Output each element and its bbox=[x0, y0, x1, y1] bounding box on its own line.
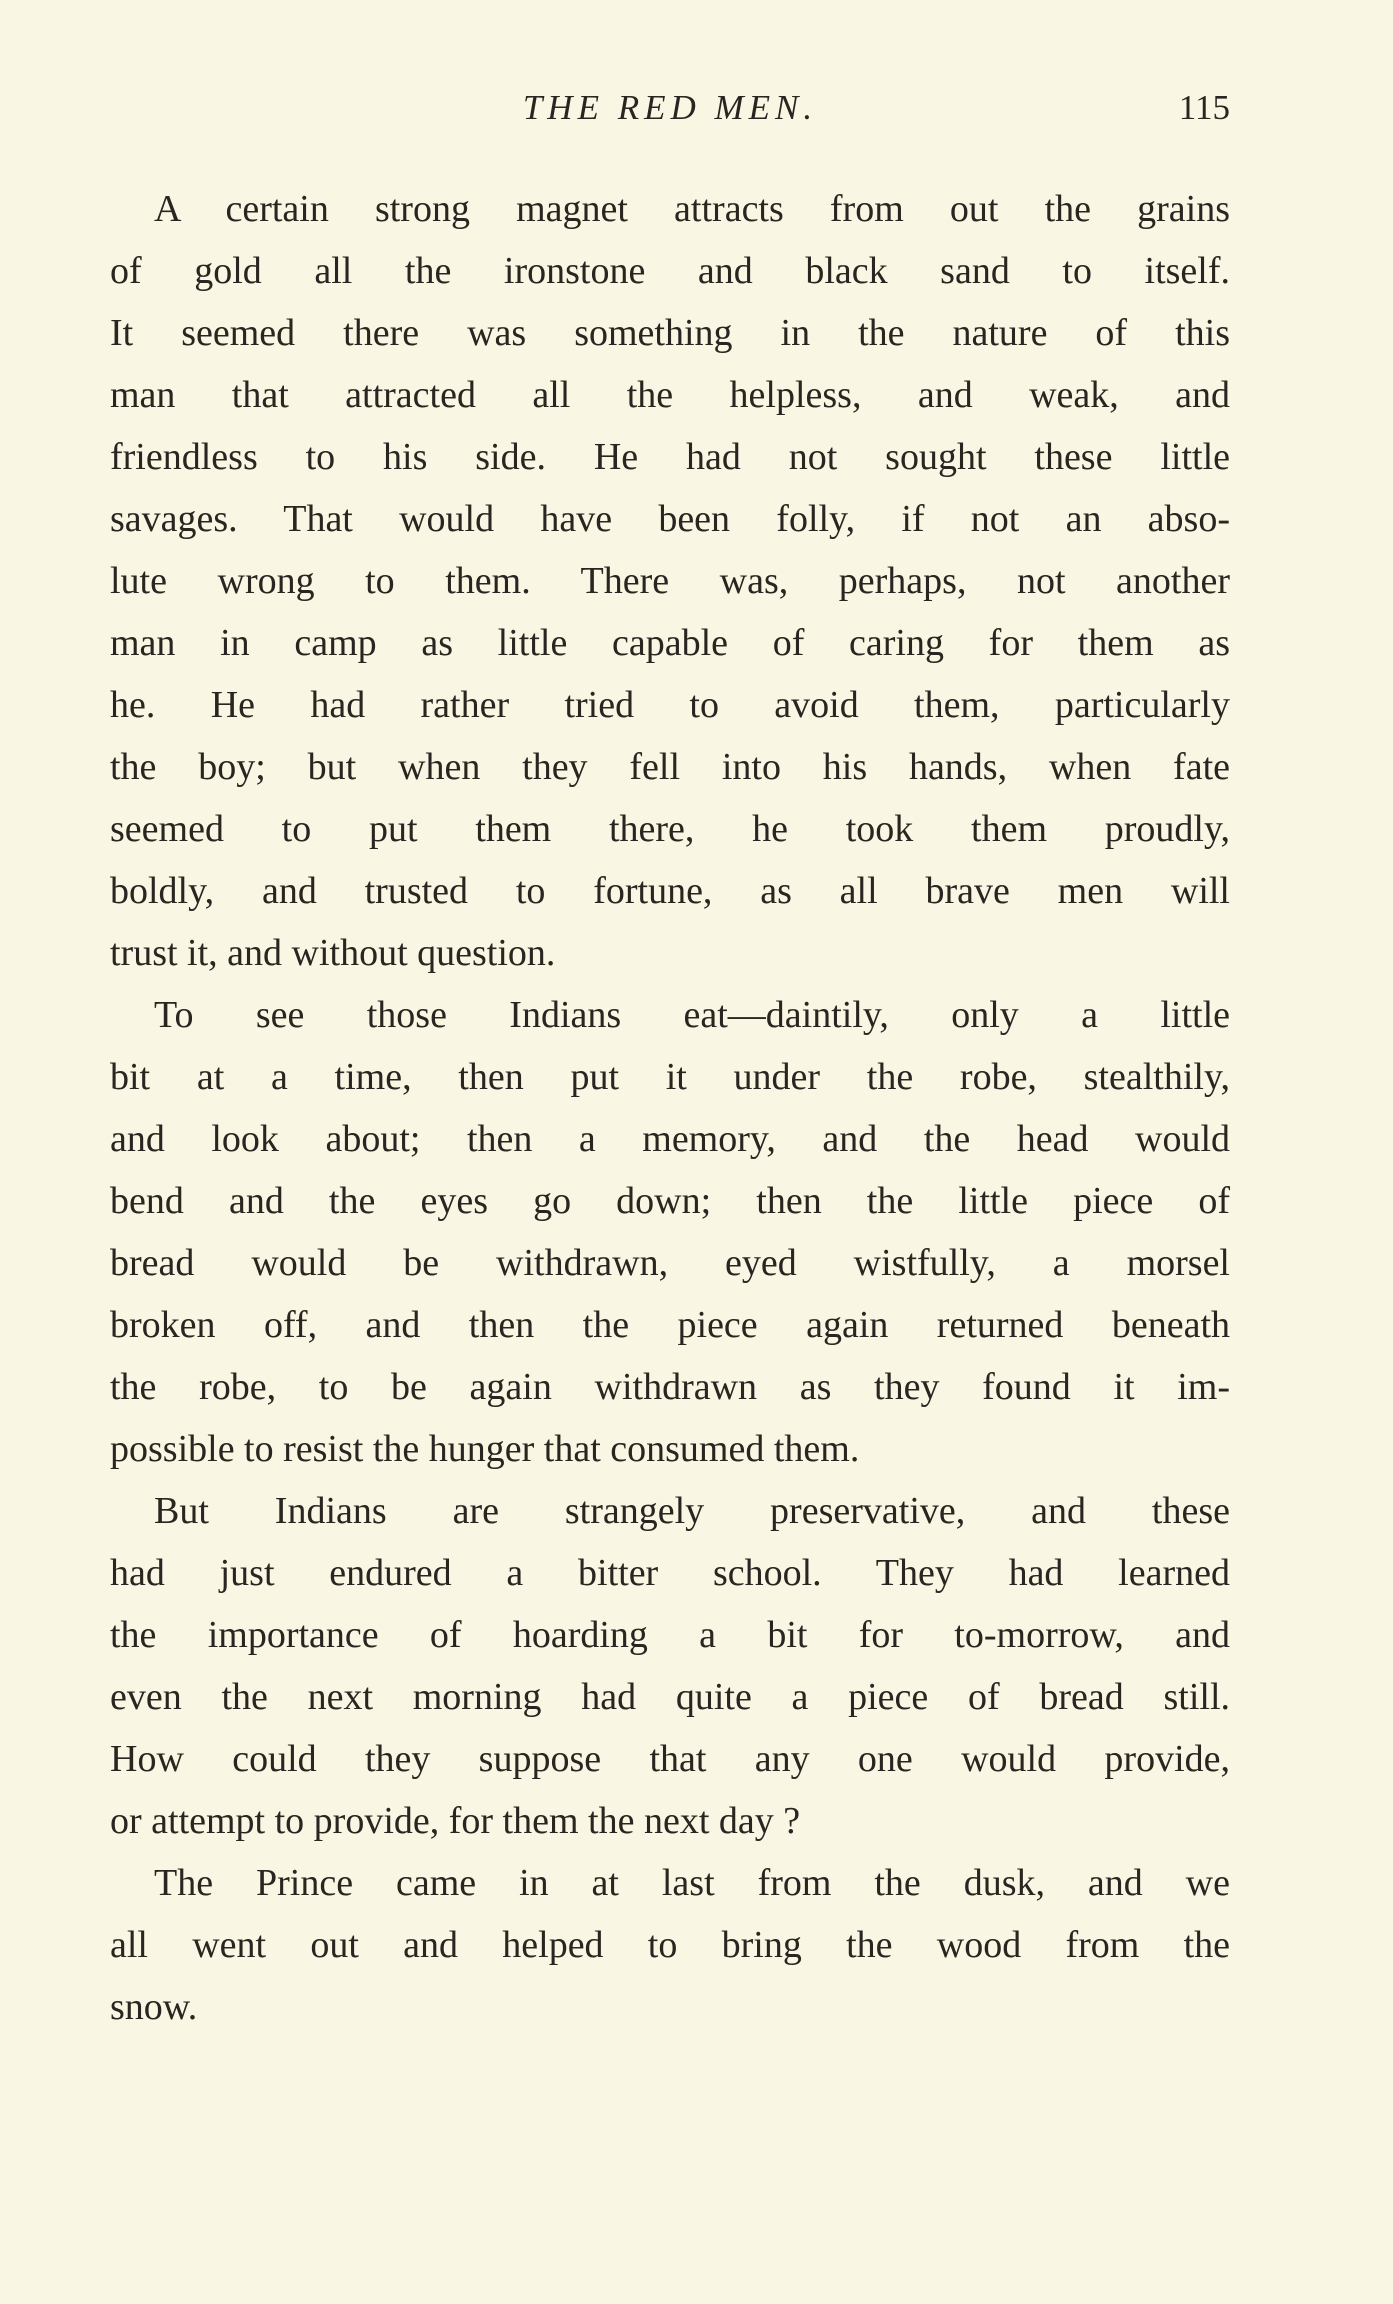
text-line: friendless to his side. He had not sought these little bbox=[110, 436, 1230, 478]
running-title: THE RED MEN. bbox=[522, 88, 818, 127]
text-line: savages. That would have been folly, if not an abso- bbox=[110, 498, 1230, 540]
text-line: The Prince came in at last from the dusk, and we bbox=[154, 1862, 1230, 1904]
text-line: possible to resist the hunger that consumed them. bbox=[110, 1428, 860, 1470]
text-line: bread would be withdrawn, eyed wistfully, a morsel bbox=[110, 1242, 1230, 1284]
text-line: lute wrong to them. There was, perhaps, not another bbox=[110, 560, 1230, 602]
text-line: even the next morning had quite a piece of bread still. bbox=[110, 1676, 1230, 1718]
text-line: the robe, to be again withdrawn as they found it im- bbox=[110, 1366, 1230, 1408]
text-line: snow. bbox=[110, 1986, 198, 2028]
body-text bbox=[110, 178, 1230, 2042]
text-line: and look about; then a memory, and the head would bbox=[110, 1118, 1230, 1160]
page-header bbox=[110, 88, 1230, 138]
text-line: To see those Indians eat—daintily, only a little bbox=[154, 994, 1230, 1036]
text-line: man that attracted all the helpless, and weak, and bbox=[110, 374, 1230, 416]
text-line: of gold all the ironstone and black sand to itself. bbox=[110, 250, 1230, 292]
text-line: the importance of hoarding a bit for to-morrow, and bbox=[110, 1614, 1230, 1656]
text-line: had just endured a bitter school. They had learned bbox=[110, 1552, 1230, 1594]
text-line: broken off, and then the piece again returned beneath bbox=[110, 1304, 1230, 1346]
text-line: It seemed there was something in the nature of this bbox=[110, 312, 1230, 354]
text-line: bit at a time, then put it under the robe, stealthily, bbox=[110, 1056, 1230, 1098]
text-line: A certain strong magnet attracts from out the grains bbox=[154, 188, 1230, 230]
page-number: 115 bbox=[1178, 88, 1230, 127]
text-line: man in camp as little capable of caring for them as bbox=[110, 622, 1230, 664]
text-line: seemed to put them there, he took them proudly, bbox=[110, 808, 1230, 850]
text-line: But Indians are strangely preservative, and these bbox=[154, 1490, 1230, 1532]
text-line: the boy; but when they fell into his hands, when fate bbox=[110, 746, 1230, 788]
text-line: all went out and helped to bring the wood from the bbox=[110, 1924, 1230, 1966]
text-line: trust it, and without question. bbox=[110, 932, 556, 974]
text-line: he. He had rather tried to avoid them, particularly bbox=[110, 684, 1230, 726]
text-line: How could they suppose that any one would provide, bbox=[110, 1738, 1230, 1780]
text-line: or attempt to provide, for them the next day ? bbox=[110, 1800, 801, 1842]
text-line: boldly, and trusted to fortune, as all brave men will bbox=[110, 870, 1230, 912]
text-line: bend and the eyes go down; then the little piece of bbox=[110, 1180, 1230, 1222]
